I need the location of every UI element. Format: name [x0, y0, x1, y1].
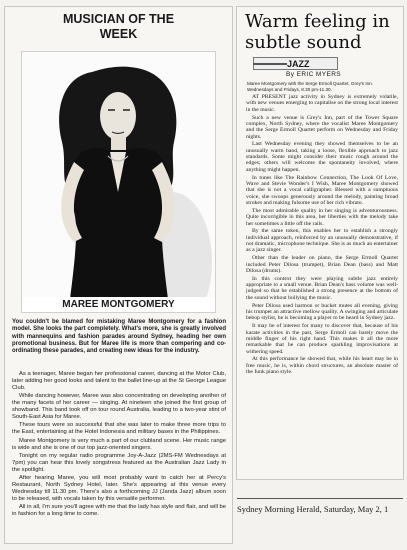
left-paragraph: All in all, I'm sure you'll agree with me that the lady has style and flair, and will be in fashion for a long time to come. [12, 504, 226, 518]
left-paragraph: After hearing Maree, you will most probably want to catch her at Percy's Restaurant, North Sydney Hotel, later. She's appearing at this venue every Wednesday till 11.30 pm. There's also a forthcoming JJ (Janda Jazz) album soon to be released, with vocals taken by this versatile performer. [12, 475, 226, 502]
headline-line-1: Warm feeling in [245, 11, 390, 32]
photo-caption: MAREE MONTGOMERY [21, 297, 216, 313]
review-paragraph: Other than the leader on piano, the Serge Ermoll Quartet included Peter Dilosa (trumpet), Brian Dean (bass) and Matt Dilosa (drums). [246, 255, 398, 274]
review-paragraph: It may be of interest for many to discover that, because of his karate activities in the past, Serge Ermoll can barely move the middle finger of his right hand. This makes it all the more remarkable that he can produce sparkling improvisations at withering speed. [246, 323, 398, 355]
review-paragraph: In tunes like The Rainbow Connection, The Look Of Love, Wave and Stevie Wonder's I Wish, Maree Montgomery showed that she is not a vocal calligrapher. Blessed with a sumptuous voice, she swoops generously around the melody, painting broad strokes and making fulsome use of her rich vibrato. [246, 174, 398, 206]
headline-line-2: subtle sound [245, 32, 362, 53]
warm-feeling-review-clipping [236, 6, 404, 480]
review-paragraph: Such a new venue is Grey's Inn, part of the Tower Square complex, North Sydney, where the vocalist Maree Montgomery and the Serge Ermoll Quartet perform on Wednesday and Friday nights. [246, 114, 398, 140]
title-line-1: MUSICIAN OF THE [62, 12, 175, 26]
left-article-lead: You couldn't be blamed for mistaking Maree Montgomery for a fashion model. She looks the part completely. What's more, she is greatly involved with mannequins and fashion parades around Sydney, heading her own promotional business. But for Maree life is more than compering and co-ordinating these parades, and creating new ideas for the industry. [12, 319, 226, 355]
title-line-2: WEEK [99, 27, 138, 41]
review-paragraph: In this context they were playing subtle jazz entirely appropriate to a small venue. Brian Dean's bass volume was well-judged so that he established a strong presence at the bottom of the sound without bullying the music. [246, 275, 398, 301]
review-paragraph: By the same token, this enables her to establish a strongly individual approach, reinforced by an unusually demonstrative, if not dramatic, microphone technique. She is as much an entertainer as a jazz singer. [246, 228, 398, 254]
singer-photo-illustration [22, 52, 215, 299]
review-paragraph: The most admirable quality in her singing is adventurousness. Quite incorrigible in this area, her liberties with the melody take her sometimes a little off the rails. [246, 207, 398, 227]
review-paragraph: Last Wednesday evening they showed themselves to be an unusually warm band, taking a loose, flexible approach to jazz standards. Some might consider their music rough around the edges; others will welcome the spontaneity involved, where anything might happen. [246, 141, 398, 173]
source-attribution: Sydney Morning Herald, Saturday, May 2, 1 [237, 504, 389, 514]
tag-bar [253, 63, 287, 65]
left-paragraph: These tours were so successful that she was later to make three more trips to the East, entertaining at the Hotel Indonesia and military bases in the Philippines. [12, 422, 226, 436]
review-body [246, 94, 398, 377]
source-divider [237, 498, 403, 499]
left-article-body [12, 371, 226, 520]
review-paragraph: At this performance he showed that, while his heart may be in free music, he is, within chord structures, an absolute master of the funk piano style. [246, 356, 398, 376]
left-paragraph: Tonight on my regular radio programme Joy-A-Jazz (2MS-FM Wednesdays at 7pm) you can hear this lovely songstress featured as the Australian Jazz Lady in the spotlight. [12, 452, 226, 473]
jazz-label: JAZZ [287, 59, 310, 69]
review-headline [245, 11, 401, 53]
left-paragraph: Maree Montgomery is very much a part of our clubland scene. Her music range is wide and she is one of our top jazz-oriented singers. [12, 437, 226, 451]
byline: By ERIC MYERS [286, 71, 342, 78]
review-paragraph: Peter Dilosa used harmon or bucket mutes all evening, giving his trumpet an attractive mellow quality. A swinging and articulate bebop stylist, he is becoming a player to be heard in Sydney jazz. [246, 302, 398, 322]
event-info: Maree Montgomery with the Serge Ermoll Quartet, Grey's Inn. Wednesdays and Fridays, 8.30 pm-11.30. [247, 81, 373, 92]
left-paragraph: While dancing however, Maree was also concentrating on developing another of the many facets of her career — singing. At nineteen she joined the first group of showband. This band took off on tour round Australia, leading to a two-year stint of South-East Asia for Maree. [12, 393, 226, 420]
musician-of-the-week-clipping [4, 6, 233, 544]
left-paragraph: As a teenager, Maree began her professional career, dancing at the Motor Club, later adding her good looks and talent to the ballet line-up at the St George League Club. [12, 371, 226, 391]
singer-photo [21, 51, 216, 300]
review-paragraph: AT PRESENT jazz activity in Sydney is extremely volatile, with new venues emerging to capitalise on the strong local interest in the music. [246, 94, 398, 113]
